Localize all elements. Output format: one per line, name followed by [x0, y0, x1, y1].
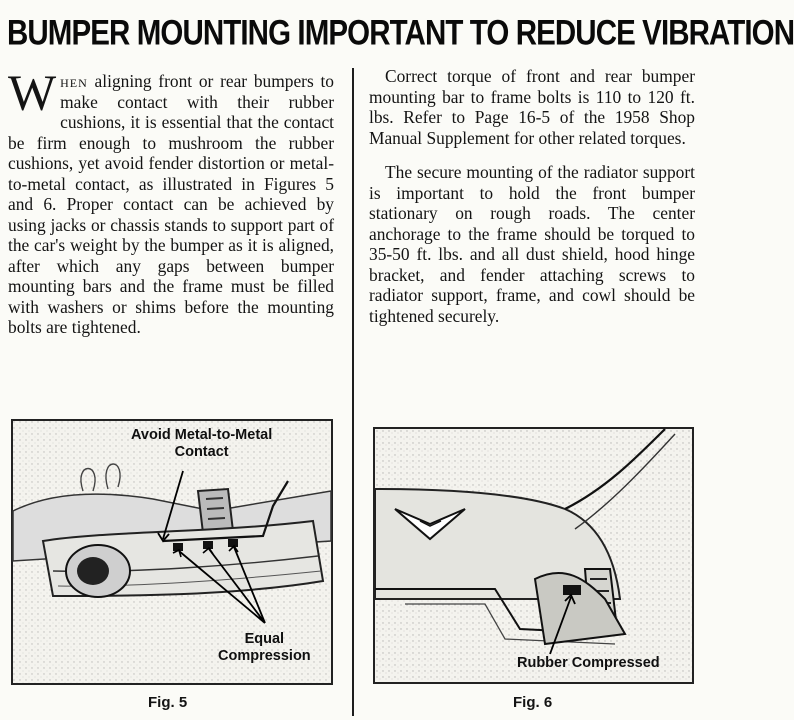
front-fender-drawing: [375, 429, 692, 682]
figure-6-illustration: [373, 427, 694, 684]
figure-5-illustration: [11, 419, 333, 685]
metal-to-metal-callout: Avoid Metal-to-Metal Contact: [131, 427, 273, 460]
radiator-support-paragraph: The secure mounting of the radiator support is important to hold the front bumper stationary on rough roads. The center anchorage to the frame should be torqued to 35-50 ft. lbs. and all dust shield, hood hinge bracket, and fender attaching screws to radiator support, frame, and cowl should be tightened securely.: [369, 162, 695, 326]
intro-paragraph: [8, 66, 334, 338]
intro-text: aligning front or rear bumpers to make contact with their rubber cushions, it is essential that the contact be firm enough to mushroom the rubber cushions, yet avoid fender distortion or metal-to-metal contact, as illustrated in Figures 5 and 6. Proper contact can be achieved by using jacks or chassis stands to support part of the car's weight by the bumper as it is aligned, after which any gaps between bumper mounting bars and the frame must be filled with washers or shims before the mounting bolts are tightened.: [8, 71, 334, 337]
rubber-compressed-callout: Rubber Compressed: [517, 655, 660, 671]
left-column: [8, 66, 334, 338]
right-column: [369, 66, 695, 326]
figure-5-caption: Fig. 5: [148, 694, 188, 711]
column-divider: [352, 68, 354, 716]
page-headline: BUMPER MOUNTING IMPORTANT TO REDUCE VIBRATION: [7, 14, 794, 53]
figure-6-caption: Fig. 6: [513, 694, 553, 711]
small-caps-lead: hen: [60, 71, 88, 91]
equal-compression-callout: Equal Compression: [218, 631, 311, 664]
torque-paragraph: Correct torque of front and rear bumper mounting bar to frame bolts is 110 to 120 ft. lbs. Refer to Page 16-5 of the 1958 Shop Manual Supplement for other related torques.: [369, 66, 695, 148]
drop-cap: W: [8, 66, 57, 122]
